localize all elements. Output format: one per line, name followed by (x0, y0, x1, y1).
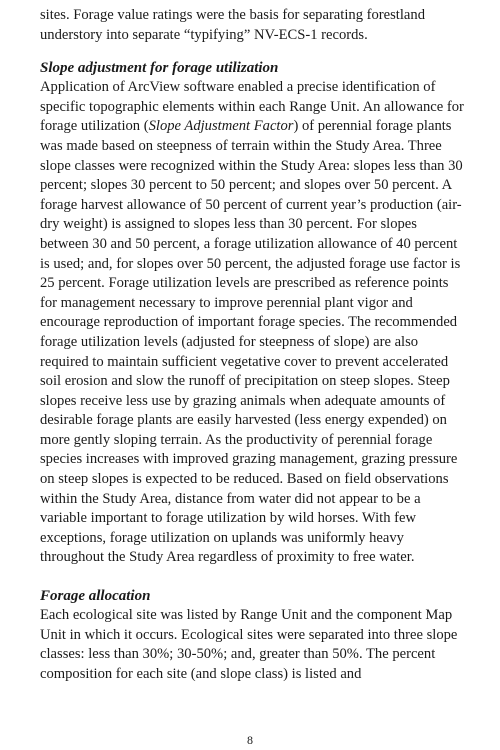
section-heading-slope-adjustment: Slope adjustment for forage utilization (40, 60, 279, 77)
paragraph-text: ) of perennial forage plants was made based on steepness of terrain within the Study Area. Three slope classes were recognized within the Study Area: slopes less than 30 percent; slopes 30 percent to 50 percent; and slopes over 50 percent. A forage harvest allowance of 50 percent of current year’s production (air-dry weight) is assigned to slopes less than 30 percent. For slopes between 30 and 50 percent, a forage utilization allowance of 40 percent is used; and, for slopes over 50 percent, the adjusted forage use factor is 25 percent. Forage utilization levels are prescribed as reference points for management necessary to improve perennial plant vigor and encourage reproduction of important forage species. The recommended forage utilization levels (adjusted for steepness of slope) are also required to maintain sufficient vegetative cover to prevent accelerated soil erosion and slow the runoff of precipitation on steep slopes. Steep slopes receive less use by grazing animals when adequate amounts of desirable forage plants are easily harvested (less energy expended) on more gently sloping terrain. As the productivity of perennial forage species increases with improved grazing management, grazing pressure on steep slopes is expected to be reduced. Based on field observations within the Study Area, distance from water did not appear to be a variable important to forage utilization by wild horses. With few exceptions, forage utilization on uplands was uniformly heavy throughout the Study Area regardless of proximity to free water. (40, 118, 463, 566)
slope-adjustment-paragraph (40, 78, 468, 568)
page-number: 8 (247, 733, 253, 747)
forage-allocation-paragraph: Each ecological site was listed by Range Unit and the component Map Unit in which it occurs. Ecological sites were separated into three slope classes: less than 30%; 30-50%; and, greater than 50%. The percent composition for each site (and slope class) is listed and (40, 607, 458, 682)
document-page (40, 6, 468, 684)
paragraph-text: Application of ArcView software enabled a precise identification of specific topographic elements within each Range Unit. An allowance for forage utilization ( (40, 79, 464, 135)
spacer (40, 568, 468, 586)
intro-paragraph: sites. Forage value ratings were the basis for separating forestland understory into separate “typifying” NV-ECS-1 records. (40, 7, 425, 43)
slope-adjustment-factor-term: Slope Adjustment Factor (148, 118, 294, 135)
spacer (40, 45, 468, 58)
section-heading-forage-allocation: Forage allocation (40, 588, 151, 605)
